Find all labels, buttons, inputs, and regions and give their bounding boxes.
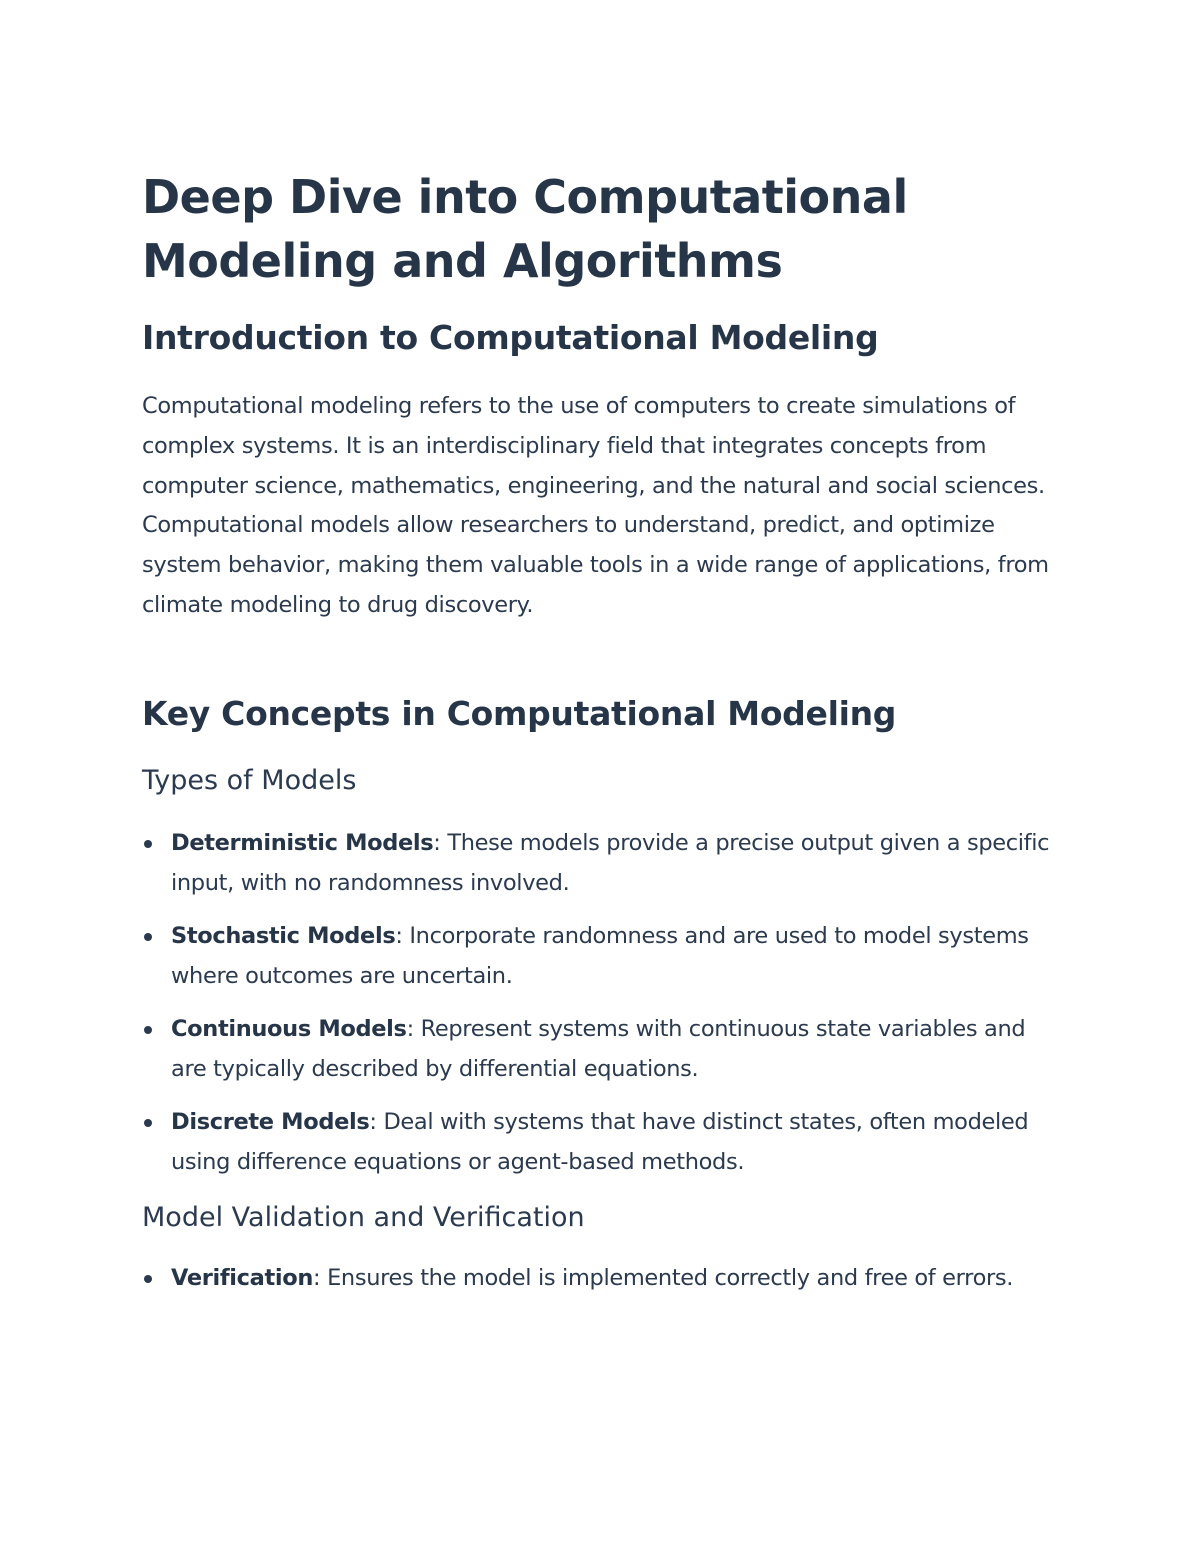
subsection-heading-model-validation: Model Validation and Verification — [142, 1202, 585, 1233]
document-title: Deep Dive into Computational Modeling and Algorithms — [142, 170, 908, 288]
introduction-paragraph: Computational modeling refers to the use of computers to create simulations of complex systems. It is an interdisciplinary field that integrates concepts from computer science, mathematics, engineering, and the natural and social sciences. Computational models allow researchers to understand, predict, and optimize system behavior, making them valuable tools in a wide range of applications, from climate modeling to drug discovery. — [142, 393, 1049, 618]
subsection-heading-types-of-models: Types of Models — [142, 765, 357, 796]
list-item-text: : Deal with systems that have distinct states, often modeled using difference equations or agent-based methods. — [171, 1109, 1029, 1175]
bullet-icon — [144, 1275, 152, 1283]
list-item-term: Stochastic Models — [171, 923, 396, 949]
list-item — [142, 1102, 1067, 1182]
list-item-term: Continuous Models — [171, 1016, 407, 1042]
validation-list — [142, 1258, 1067, 1311]
section-heading-key-concepts: Key Concepts in Computational Modeling — [142, 694, 897, 733]
list-item — [142, 1009, 1067, 1089]
bullet-icon — [144, 840, 152, 848]
list-item-text: : Incorporate randomness and are used to model systems where outcomes are uncertain. — [171, 923, 1029, 989]
list-item-term: Verification — [171, 1265, 314, 1291]
list-item-text: : Ensures the model is implemented correctly and free of errors. — [313, 1265, 1014, 1291]
types-of-models-list — [142, 823, 1067, 1195]
list-item-term: Deterministic Models — [171, 830, 434, 856]
bullet-icon — [144, 1026, 152, 1034]
bullet-icon — [144, 933, 152, 941]
bullet-icon — [144, 1119, 152, 1127]
list-item — [142, 823, 1067, 903]
list-item — [142, 1258, 1067, 1298]
section-heading-introduction: Introduction to Computational Modeling — [142, 318, 879, 357]
list-item-text: : Represent systems with continuous state variables and are typically described by differential equations. — [171, 1016, 1026, 1082]
list-item-text: : These models provide a precise output given a specific input, with no randomness involved. — [171, 830, 1050, 896]
list-item — [142, 916, 1067, 996]
list-item-term: Discrete Models — [171, 1109, 370, 1135]
